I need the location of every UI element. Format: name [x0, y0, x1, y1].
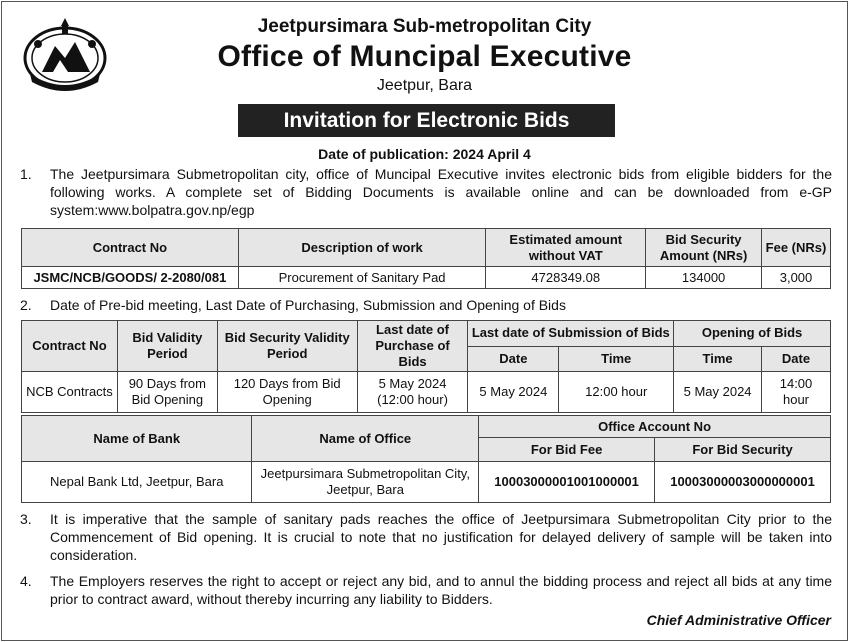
table-row [22, 462, 831, 503]
header-cell: Bid Security Amount (NRs) [646, 229, 762, 267]
header-cell: Office Account No [479, 416, 831, 438]
header-cell: Contract No [22, 321, 118, 372]
estimated-amount-cell: 4728349.08 [486, 267, 646, 289]
header-cell: Last date of Submission of Bids [468, 321, 674, 347]
paragraph-2 [20, 296, 832, 314]
header-cell: Description of work [238, 229, 486, 267]
paragraph-number: 1. [20, 166, 32, 182]
opening-time-cell: 5 May 2024 [674, 372, 762, 413]
header-cell: For Bid Security [655, 438, 831, 462]
header-cell: Name of Office [252, 416, 479, 462]
security-validity-cell: 120 Days from Bid Opening [217, 372, 357, 413]
city-name: Jeetpursimara Sub-metropolitan City [257, 16, 592, 37]
validity-cell: 90 Days from Bid Opening [117, 372, 217, 413]
header-cell: Last date of Purchase of Bids [357, 321, 468, 372]
fee-cell: 3,000 [762, 267, 831, 289]
header-cell: Name of Bank [22, 416, 252, 462]
office-title: Office of Muncipal Executive [217, 40, 632, 73]
header-cell: Estimated amount without VAT [486, 229, 646, 267]
header-cell: Contract No [22, 229, 239, 267]
paragraph-number: 3. [20, 511, 32, 527]
security-account-cell: 10003000003000000001 [655, 462, 831, 503]
table-row [22, 267, 831, 289]
paragraph-number: 2. [20, 297, 32, 313]
header-cell: Opening of Bids [674, 321, 831, 347]
paragraph-1 [20, 165, 832, 219]
header-cell: Date [468, 346, 559, 372]
header-cell: Bid Security Validity Period [217, 321, 357, 372]
header-cell: Bid Validity Period [117, 321, 217, 372]
header-cell: Time [674, 346, 762, 372]
table-row [22, 372, 831, 413]
publication-date: Date of publication: 2024 April 4 [318, 146, 531, 162]
paragraph-4 [20, 572, 832, 608]
bank-name-cell: Nepal Bank Ltd, Jeetpur, Bara [22, 462, 252, 503]
submission-time-cell: 12:00 hour [559, 372, 674, 413]
bid-security-cell: 134000 [646, 267, 762, 289]
description-cell: Procurement of Sanitary Pad [238, 267, 486, 289]
purchase-date-cell: 5 May 2024 (12:00 hour) [357, 372, 468, 413]
paragraph-3 [20, 510, 832, 564]
paragraph-text: The Jeetpursimara Submetropolitan city, office of Muncipal Executive invites electronic bids from eligible bidders for the following works. A complete set of Bidding Documents is available online and can be downloaded from e-GP system:www.bolpatra.gov.np/egp [50, 166, 832, 218]
paragraph-text: Date of Pre-bid meeting, Last Date of Purchasing, Submission and Opening of Bids [50, 297, 566, 313]
schedule-table [21, 320, 831, 413]
notice-banner: Invitation for Electronic Bids [238, 104, 615, 137]
paragraph-text: The Employers reserves the right to accept or reject any bid, and to annul the bidding process and reject all bids at any time prior to contract award, without thereby incurring any liability to Bidders. [50, 573, 832, 607]
header-cell: Date [762, 346, 831, 372]
signature-title: Chief Administrative Officer [646, 612, 831, 628]
bank-table [21, 415, 831, 503]
office-name-cell: Jeetpursimara Submetropolitan City, Jeetpur, Bara [252, 462, 479, 503]
contract-no-cell: JSMC/NCB/GOODS/ 2-2080/081 [22, 267, 239, 289]
header-cell: For Bid Fee [479, 438, 655, 462]
opening-date-cell: 14:00 hour [762, 372, 831, 413]
header-cell: Time [559, 346, 674, 372]
submission-date-cell: 5 May 2024 [468, 372, 559, 413]
office-location: Jeetpur, Bara [376, 77, 473, 94]
contract-table [21, 228, 831, 289]
header-cell: Fee (NRs) [762, 229, 831, 267]
fee-account-cell: 10003000001001000001 [479, 462, 655, 503]
paragraph-text: It is imperative that the sample of sanitary pads reaches the office of Jeetpursimara Submetropolitan City prior to the Commencement of Bid opening. It is crucial to note that no justification for delayed delivery of sample will be taken into consideration. [50, 511, 832, 563]
paragraph-number: 4. [20, 573, 32, 589]
contract-cell: NCB Contracts [22, 372, 118, 413]
